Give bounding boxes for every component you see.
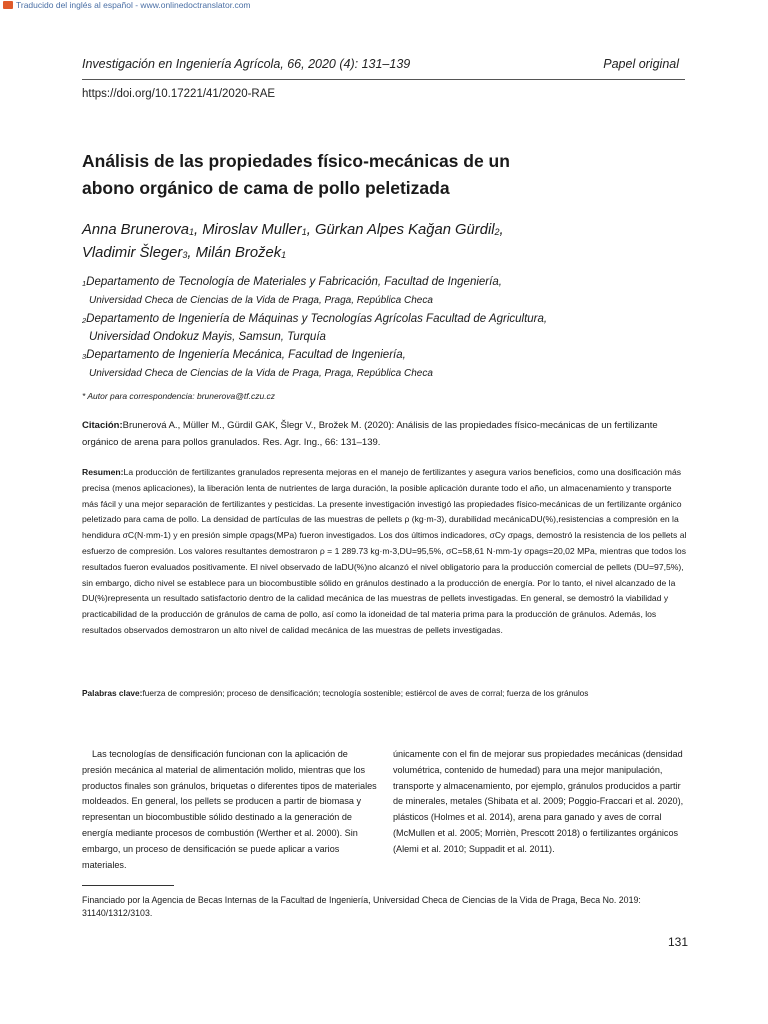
doi-link[interactable]: https://doi.org/10.17221/41/2020-RAE — [82, 88, 276, 100]
body-text-right: únicamente con el fin de mejorar sus propiedades mecánicas (densidad volumétrica, contenido de humedad) para una mejor manipulación, transporte y almacenamiento, por ejemplo, gránulos producidos a partir de minerales, metales (Shibata et al. 2009; Poggio-Fraccari et al. 2020), plásticos (Holmes et al. 2014), arena para ganado y aves de corral (McMullen et al. 2005; Morrièn, Prescott 2018) o fertilizantes orgánicos (Alemi et al. 2010; Suppadit et al. 2011). — [393, 749, 684, 854]
affiliation-1: 1Departamento de Tecnología de Materiales y Fabricación, Facultad de Ingeniería, — [82, 276, 502, 288]
keywords-text: fuerza de compresión; proceso de densificación; tecnología sostenible; estiércol de aves de corral; fuerza de los gránulos — [142, 688, 589, 698]
body-text-left: Las tecnologías de densificación funcionan con la aplicación de presión mecánica al material de alimentación molido, mientras que los productos finales son gránulos, briquetas o diferentes tipos de materiales moldeados. En general, los pellets se producen a partir de biomasa y representan un biocombustible sólido destinado a la generación de energía mediante procesos de combustión (Werther et al. 2000). Sin embargo, un proceso de densificación se puede aplicar a varios materiales. — [82, 749, 377, 870]
author-name: Milán Brožek — [195, 245, 282, 261]
author-name: Vladimir Šleger — [82, 245, 183, 261]
body-column-left — [82, 747, 377, 873]
author-name: Anna Brunerova — [82, 222, 189, 238]
affiliation-1-university: Universidad Checa de Ciencias de la Vida de Praga, Praga, República Checa — [89, 295, 433, 306]
author-sup: 2 — [494, 227, 500, 237]
keywords-label: Palabras clave: — [82, 688, 143, 698]
author-name: Gürkan Alpes Kağan Gürdil — [314, 222, 495, 238]
author-sup: 1 — [301, 227, 307, 237]
translator-notice[interactable] — [3, 0, 251, 10]
author-sup: 1 — [281, 250, 287, 260]
body-column-right — [393, 747, 688, 858]
abstract-label: Resumen: — [82, 467, 124, 477]
paper-title — [82, 148, 622, 202]
affiliation-2-university: Universidad Ondokuz Mayis, Samsun, Turquía — [89, 331, 326, 343]
affiliation-3-university: Universidad Checa de Ciencias de la Vida de Praga, Praga, República Checa — [89, 368, 433, 379]
correspondence-note: * Autor para correspondencia: brunerova@tf.czu.cz — [82, 391, 276, 401]
affiliation-3: 3Departamento de Ingeniería Mecánica, Facultad de Ingeniería, — [82, 349, 406, 361]
affiliation-sup: 2 — [82, 316, 87, 325]
footnote-divider — [82, 885, 174, 886]
keywords — [82, 688, 688, 698]
title-line: Análisis de las propiedades físico-mecánicas de un — [82, 151, 510, 171]
author-sup: 1 — [188, 227, 194, 237]
translator-notice-text[interactable]: Traducido del inglés al español - www.onlinedoctranslator.com — [16, 0, 251, 10]
abstract — [82, 465, 688, 639]
author-list: Anna Brunerova$_1$, Miroslav Muller$_1$, Gürkan Alpes Kağan Gürdil$_2$, Vladimir Šleger$_3$, Milán Brožek$_1$ — [82, 222, 504, 261]
page-number: 131 — [667, 935, 688, 949]
affiliation-sup: 3 — [82, 352, 87, 361]
title-line: abono orgánico de cama de pollo peletizada — [82, 178, 450, 198]
affiliation-2: 2Departamento de Ingeniería de Máquinas y Tecnologías Agrícolas Facultad de Agricultura, — [82, 313, 548, 325]
journal-reference: Investigación en Ingeniería Agrícola, 66, 2020 (4): 131–139 — [82, 57, 411, 71]
header-divider — [82, 79, 685, 80]
abstract-text: La producción de fertilizantes granulados representa mejoras en el manejo de fertilizantes y asegura varios beneficios, como una dosificación más precisa (menos aplicaciones), la liberación lenta de nutrientes de larga duración, la posible aplicación durante todo el año, un almacenamiento y transporte más fácil y una mejor separación de fertilizantes y pesticidas. La presente investigación investigó las propiedades físico-mecánicas de un fertilizante orgánico peletizado para cama de pollo. La densidad de partículas de las muestras de pellets ρ (kg·m-3), durabilidad mecánicaDU(%),resistencias a compresión en la hendidura σC(N·mm-1) y en presión simple σpags(MPa) fueron investigados. Los dos últimos indicadores, σCy σpags, demostró la resistencia de los pellets al esfuerzo de compresión. Los valores resultantes demostraron ρ = 1 289.73 kg·m-3,DU=95,5%, σC=58,61 N·mm-1y σpags=20,02 MPa, mientras que todos los resultados fueron evaluados positivamente. El nivel observado de laDU(%)no alcanzó el nivel obligatorio para la producción comercial de pellets (DU=97,5%), sin embargo, dicho nivel se establece para un biocombustible sólido en gránulos destinado a la producción de energía. Por lo tanto, el nivel alcanzado de la DU(%)representa un resultado satisfactorio dentro de la calidad mecánica de las muestras de pellets investigadas. En general, se demostró la viabilidad y practicabilidad de la producción de gránulos de cama de pollo, así como la idoneidad de tal materia prima para la producción de gránulos. Además, los resultados observados demostraron un alto nivel de calidad mecánica de las muestras de pellets investigadas. — [82, 467, 687, 635]
paper-type: Papel original — [603, 57, 679, 71]
funding-footnote: Financiado por la Agencia de Becas Internas de la Facultad de Ingeniería, Universidad Checa de Ciencias de la Vida de Praga, Beca No. 2019: 31140/1312/3103. — [82, 895, 641, 918]
translator-logo-icon — [3, 1, 13, 9]
author-name: Miroslav Muller — [202, 222, 302, 238]
author-sup: 3 — [182, 250, 188, 260]
citation-text: Brunerová A., Müller M., Gürdil GAK, Šlegr V., Brožek M. (2020): Análisis de las propiedades físico-mecánicas de un fertilizante orgánico de arena para pollos granulados. Res. Agr. Ing., 66: 131–139. — [82, 420, 658, 448]
citation-label: Citación: — [82, 420, 123, 431]
affiliation-sup: 1 — [82, 279, 87, 288]
citation — [82, 418, 682, 451]
